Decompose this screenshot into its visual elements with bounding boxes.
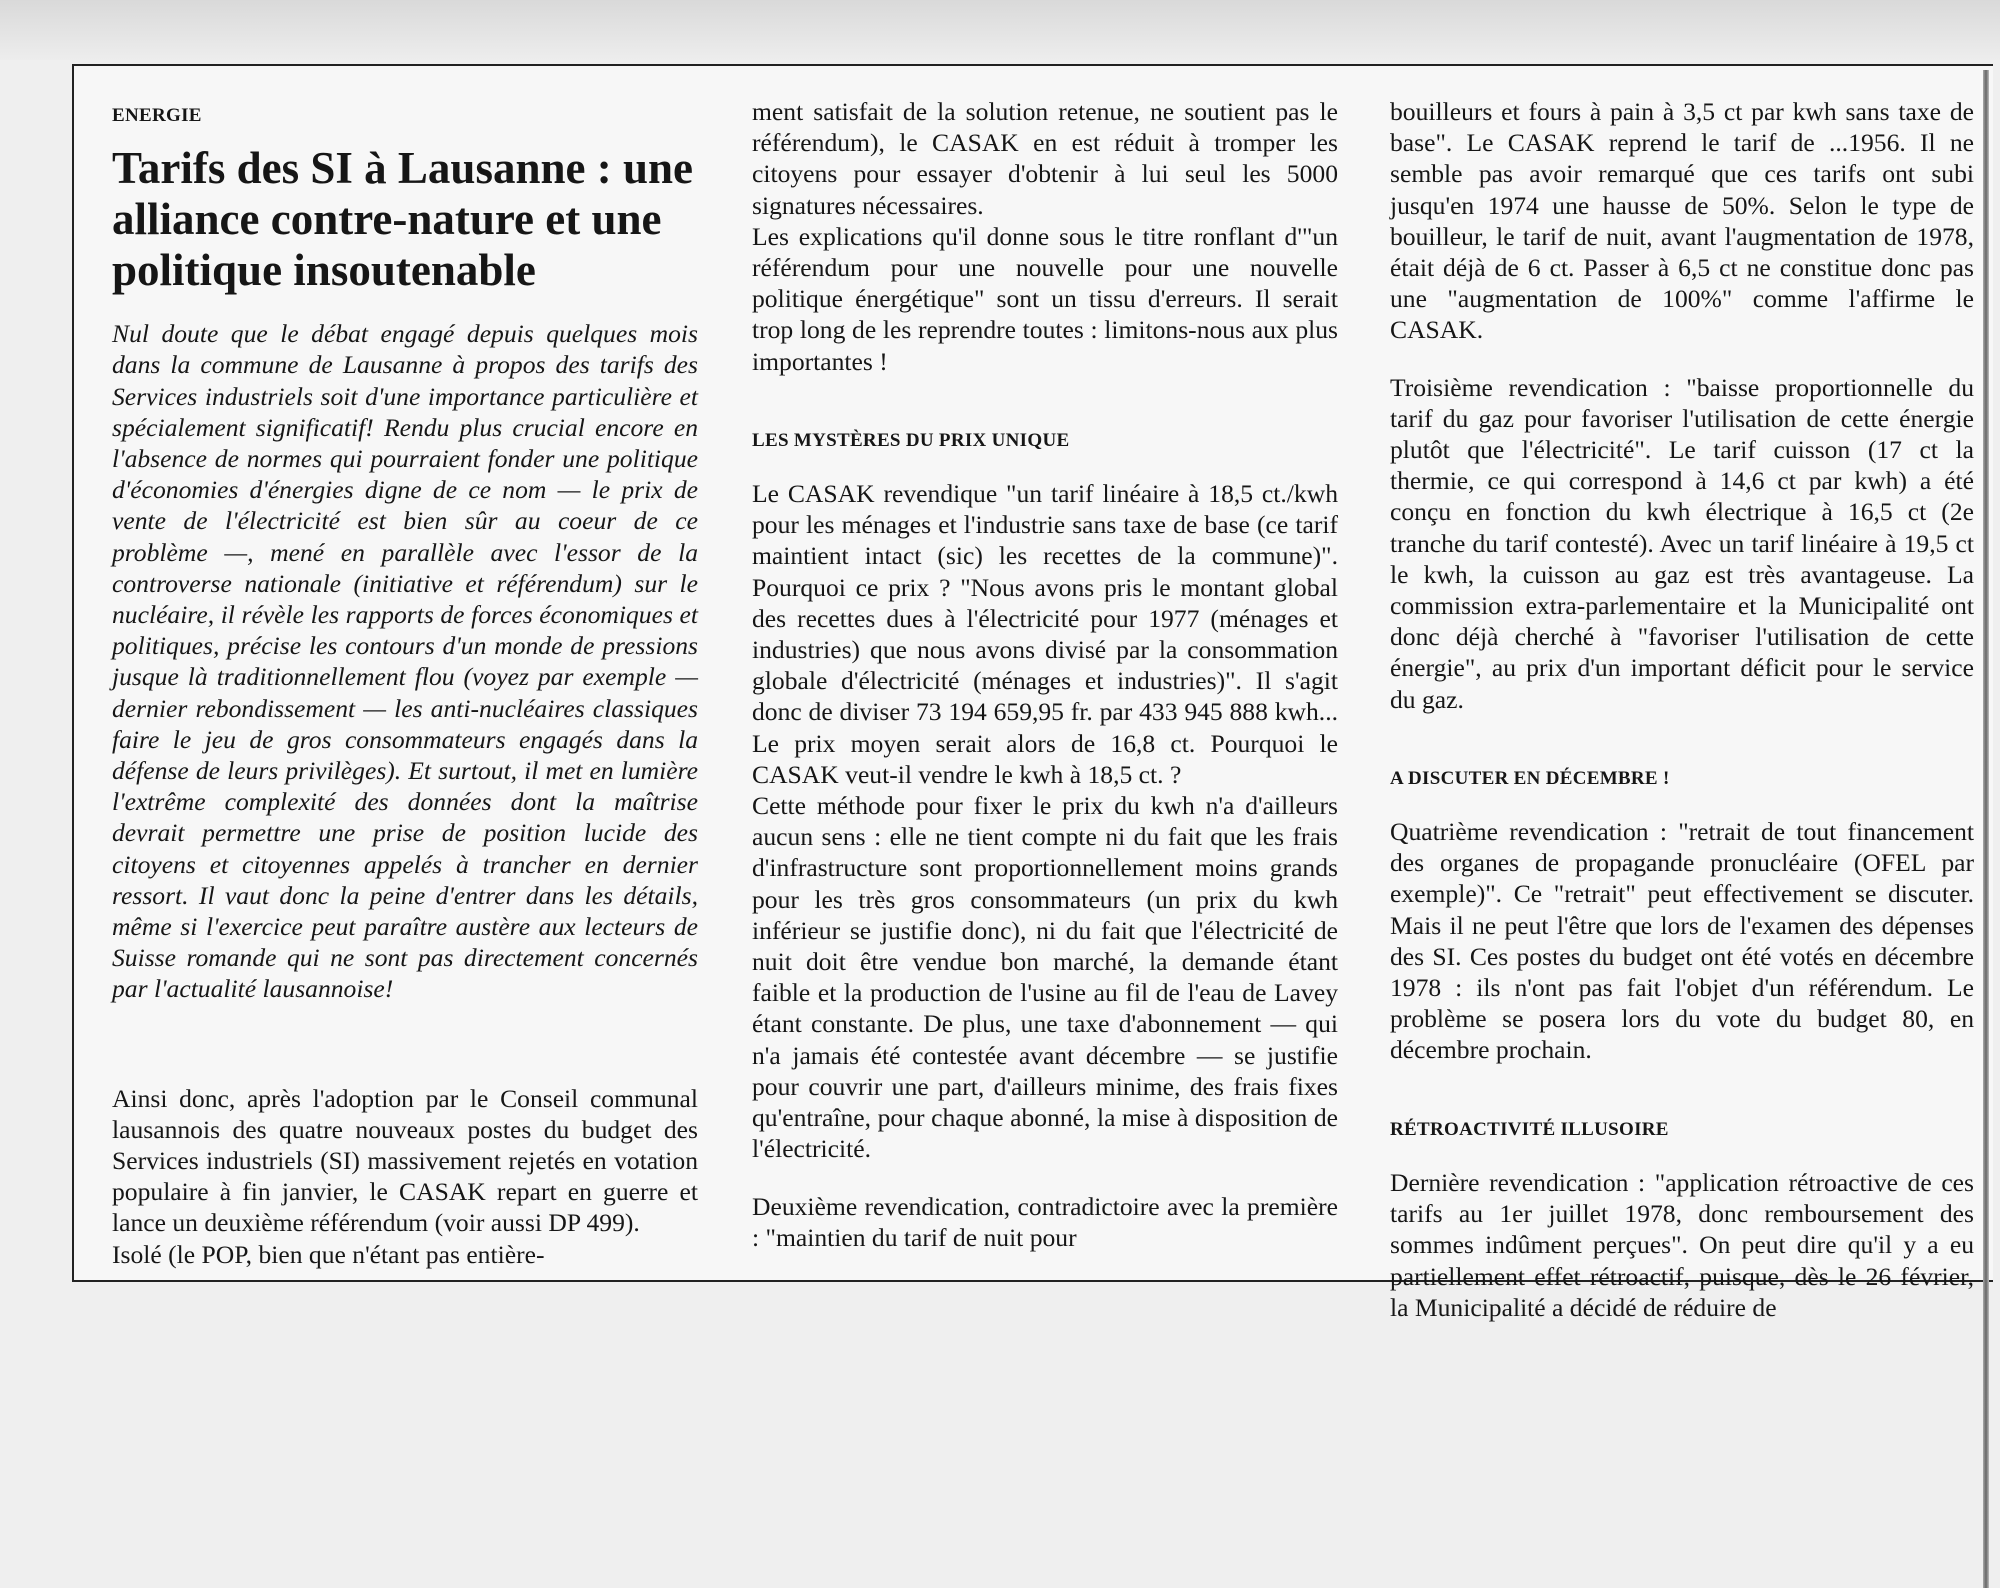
subheading-decembre: A DISCUTER EN DÉCEMBRE ! (1390, 767, 1670, 789)
body-paragraph: Ainsi donc, après l'adoption par le Conseil communal lausannois des quatre nouveaux postes du budget des Services industriels (SI) massivement rejetés en votation populaire à fin janvier, le CASAK repart en guerre et lance un deuxième référendum (voir aussi DP 499). (112, 1083, 698, 1238)
subheading-prix-unique: LES MYSTÈRES DU PRIX UNIQUE (752, 429, 1070, 451)
body-paragraph: bouilleurs et fours à pain à 3,5 ct par kwh sans taxe de base". Le CASAK reprend le tarif de ...1956. Il ne semble pas avoir remarqué que ces tarifs ont subi jusqu'en 1974 une hausse de 50%. Selon le type de bouilleur, le tarif de nuit, avant l'augmentation de 1978, était déjà de 6 ct. Passer à 6,5 ct ne constitue donc pas une "augmentation de 100%" comme l'affirme le CASAK. (1390, 97, 1974, 345)
page-edge-shadow (1983, 70, 1989, 1588)
column-2 (752, 96, 1338, 1253)
column-1 (112, 96, 698, 1270)
body-paragraph: ment satisfait de la solution retenue, ne soutient pas le référendum), le CASAK en est réduit à tromper les citoyens pour essayer d'obtenir à lui seul les 5000 signatures nécessaires. (752, 97, 1338, 220)
body-paragraph: Quatrième revendication : "retrait de tout financement des organes de propagande pronucléaire (OFEL par exemple)". Ce "retrait" peut effectivement se discuter. Mais il ne peut l'être que lors de l'examen des dépenses des SI. Ces postes du budget ont été votés en décembre 1978 : ils n'ont pas fait l'objet d'un référendum. Le problème se posera lors du vote du budget 80, en décembre prochain. (1390, 817, 1974, 1065)
body-paragraph: Cette méthode pour fixer le prix du kwh n'a d'ailleurs aucun sens : elle ne tient compte ni du fait que les frais d'infrastructure sont proportionnellement moins grands pour les très gros consommateurs (un prix du kwh inférieur se justifie donc), ni du fait que l'électricité de nuit doit être vendue bon marché, la demande étant faible et la production de l'usine au fil de l'eau de Lavey étant constante. De plus, une taxe d'abonnement — qui n'a jamais été contestée avant décembre — se justifie pour couvrir une part, d'ailleurs minime, des frais fixes qu'entraîne, pour chaque abonné, la mise à disposition de l'électricité. (752, 791, 1338, 1164)
body-paragraph: Deuxième revendication, contradictoire avec la première : "maintien du tarif de nuit pour (752, 1191, 1338, 1252)
body-paragraph: Dernière revendication : "application rétroactive de ces tarifs au 1er juillet 1978, donc remboursement des sommes indûment perçues". On peut dire qu'il y a eu partiellement effet rétroactif, puisque, dès le 26 février, la Municipalité a décidé de réduire de (1390, 1167, 1974, 1322)
scan-background (0, 0, 2000, 60)
body-paragraph: Le CASAK revendique "un tarif linéaire à 18,5 ct./kwh pour les ménages et l'industrie sans taxe de base (ce tarif maintient intact (sic) les recettes de la commune)". Pourquoi ce prix ? "Nous avons pris le montant global des recettes dues à l'électricité pour 1977 (ménages et industries) que nous avons divisé par la consommation globale d'électricité (ménages et industries)". Il s'agit donc de diviser 73 194 659,95 fr. par 433 945 888 kwh... Le prix moyen serait alors de 16,8 ct. Pourquoi le CASAK veut-il vendre le kwh à 18,5 ct. ? (752, 479, 1338, 789)
body-paragraph: Les explications qu'il donne sous le titre ronflant d'"un référendum pour une nouvelle pour une nouvelle politique énergétique" sont un tissu d'erreurs. Il serait trop long de les reprendre toutes : limitons-nous aux plus importantes ! (752, 221, 1338, 376)
lead-paragraph: Nul doute que le débat engagé depuis quelques mois dans la commune de Lausanne à propos des tarifs des Services industriels soit d'une importance particulière et spécialement significatif! Rendu plus crucial encore en l'absence de normes qui pourraient fonder une politique d'économies d'énergies digne de ce nom — le prix de vente de l'électricité est bien sûr au coeur de ce problème —, mené en parallèle avec l'essor de la controverse nationale (initiative et référendum) sur le nucléaire, il révèle les rapports de forces économiques et politiques, précise les contours d'un monde de pressions jusque là traditionnellement flou (voyez par exemple — dernier rebondissement — les anti-nucléaires classiques faire le jeu de gros consommateurs engagés dans la défense de leurs privilèges). Et surtout, il met en lumière l'extrême complexité des données dont la maîtrise devrait permettre une prise de position lucide des citoyens et citoyennes appelés à trancher en dernier ressort. Il vaut donc la peine d'entrer dans les détails, même si l'exercice peut paraître austère aux lecteurs de Suisse romande qui ne sont pas directement concernés par l'actualité lausannoise! (112, 319, 698, 1004)
body-paragraph: Isolé (le POP, bien que n'étant pas entière- (112, 1239, 545, 1269)
section-label: ENERGIE (112, 105, 202, 126)
body-paragraph: Troisième revendication : "baisse proportionnelle du tarif du gaz pour favoriser l'utilisation de cette énergie plutôt que l'électricité". Le tarif cuisson (17 ct la thermie, ce qui correspond à 14,6 ct par kwh) a été conçu en fonction du kwh électrique à 16,5 ct (2e tranche du tarif contesté). Avec un tarif linéaire à 19,5 ct le kwh, la cuisson au gaz est très avantageuse. La commission extra-parlementaire et la Municipalité ont donc déjà cherché à "favoriser l'utilisation de cette énergie", au prix d'un important déficit pour le service du gaz. (1390, 372, 1974, 714)
subheading-retroactivite: RÉTROACTIVITÉ ILLUSOIRE (1390, 1118, 1669, 1140)
column-3 (1390, 96, 1974, 1323)
article-headline: Tarifs des SI à Lausanne : une alliance contre-nature et une politique insoutenable (112, 143, 694, 296)
